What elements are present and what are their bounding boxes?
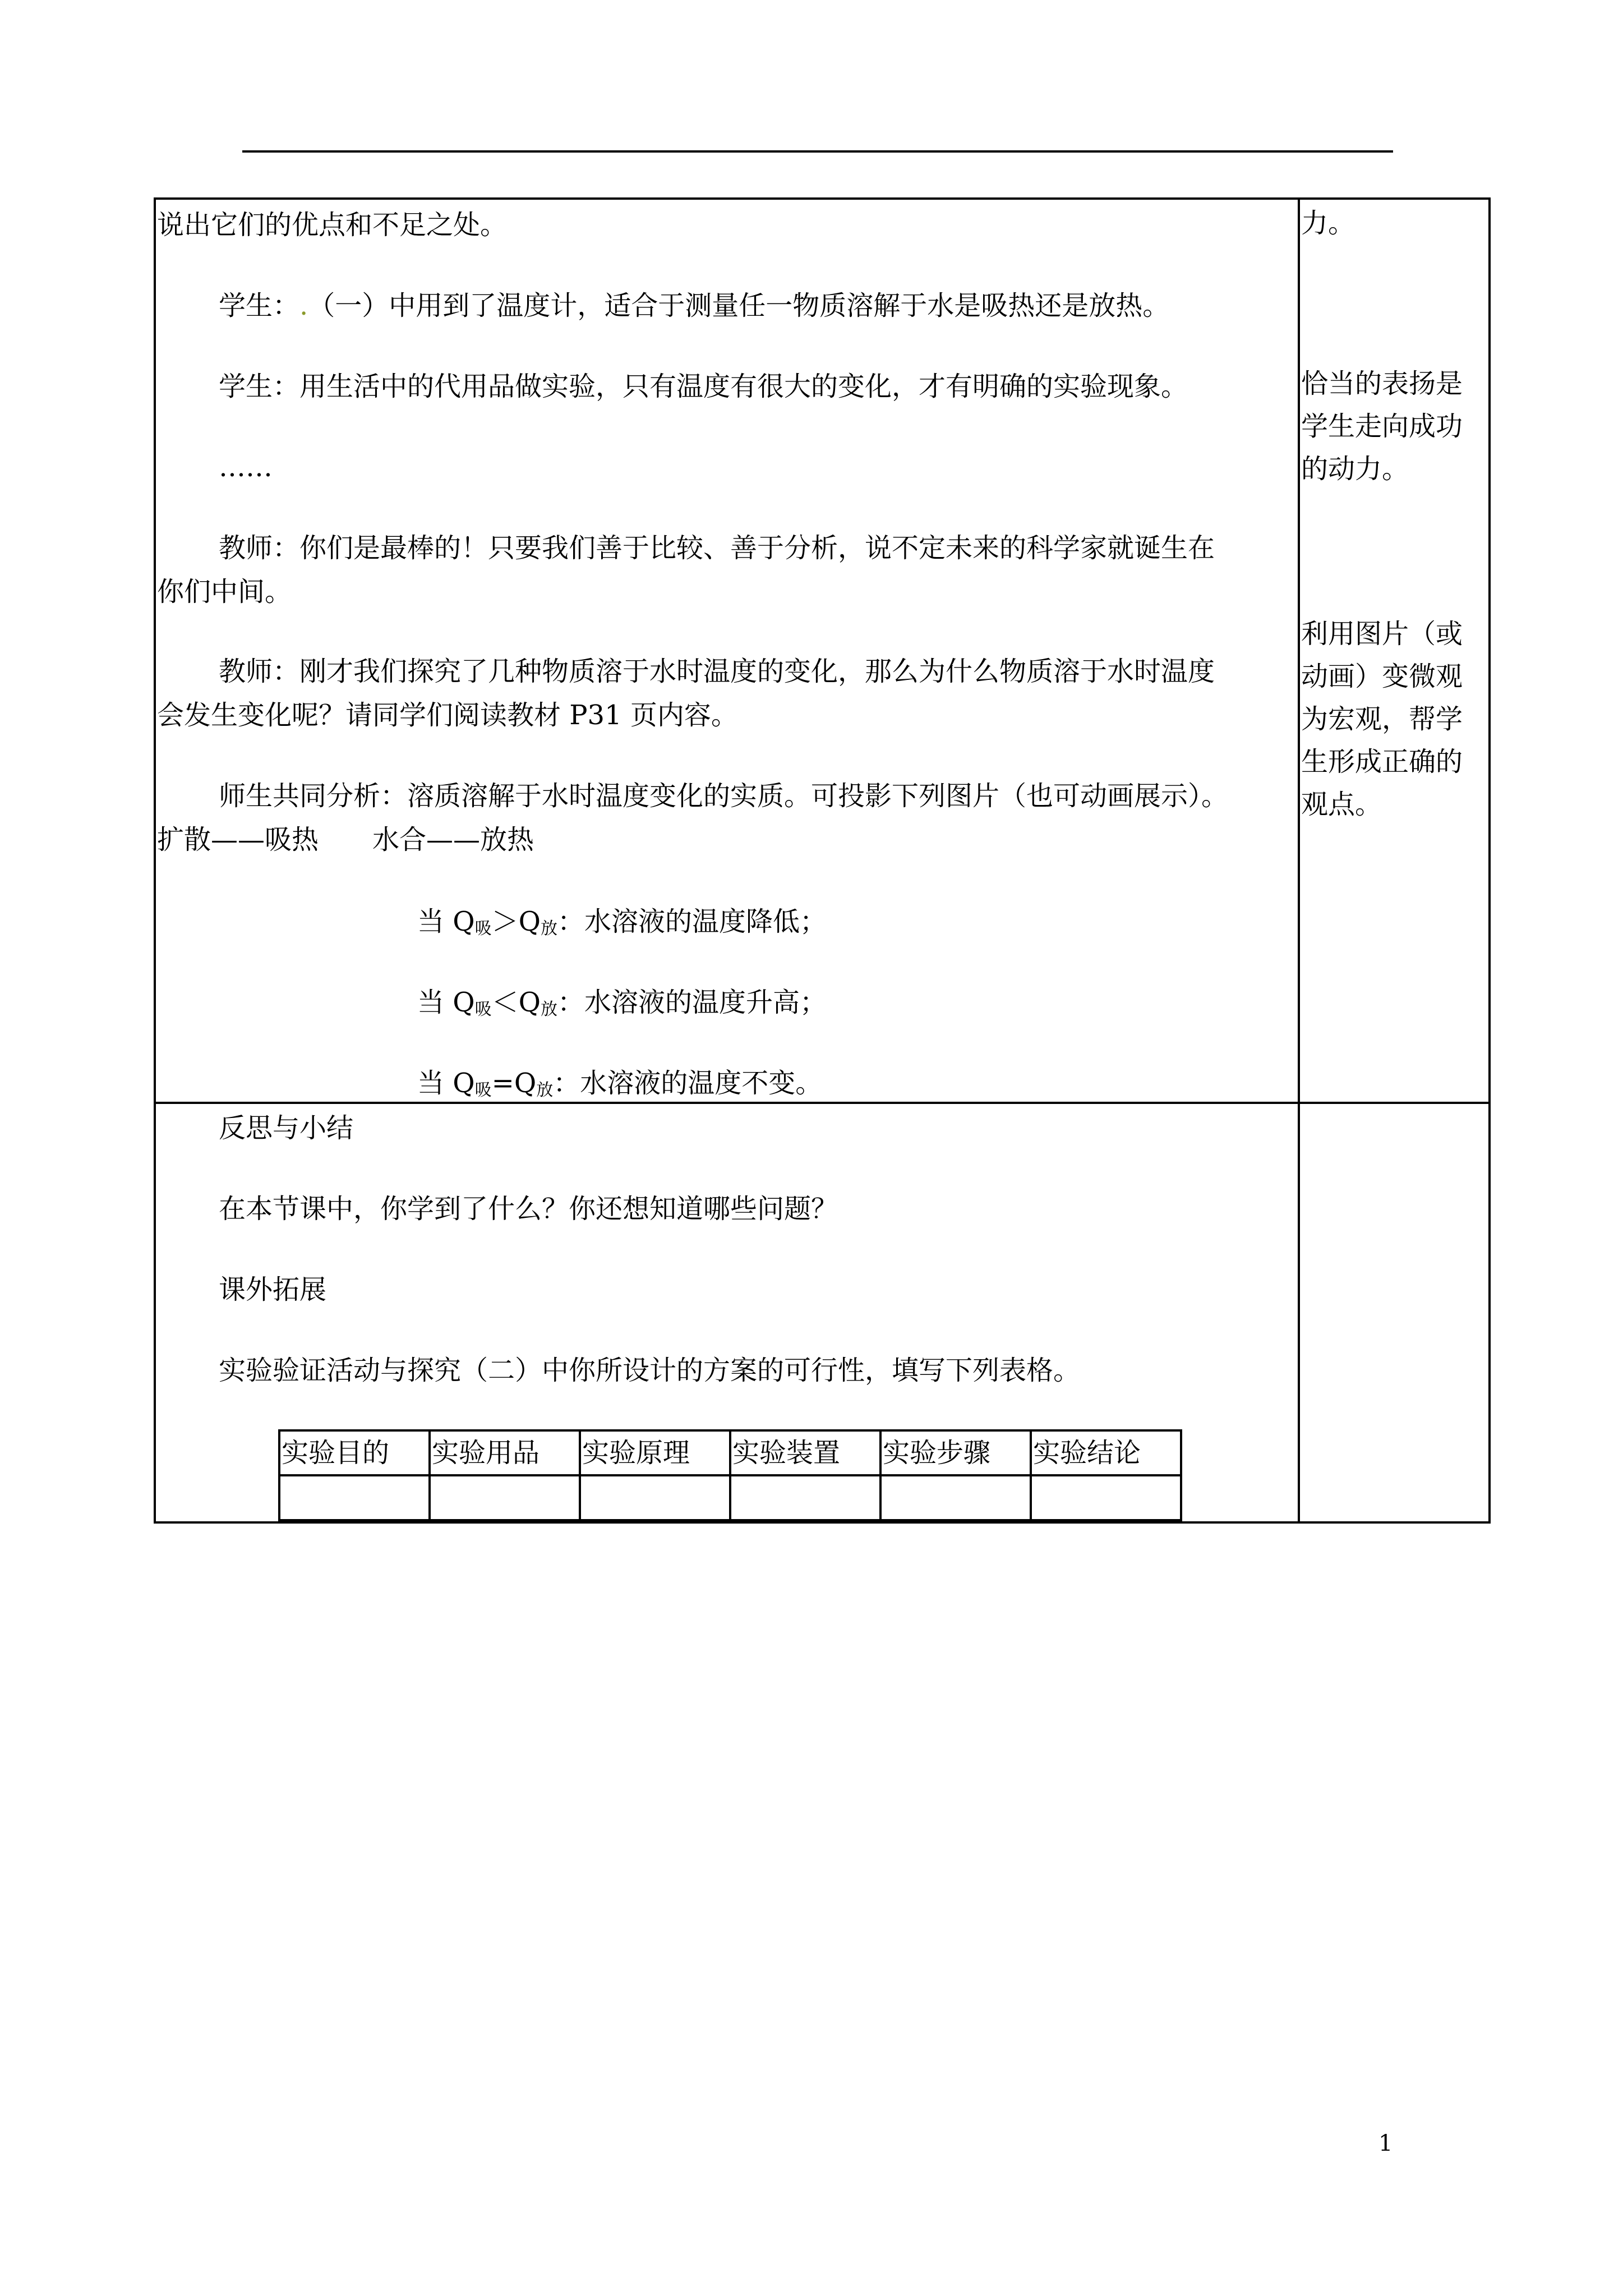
empty-cell	[880, 1475, 1031, 1520]
empty-cell	[430, 1475, 580, 1520]
teacher-question-line2: 会发生变化呢？请同学们阅读教材 P31 页内容。	[157, 700, 738, 731]
header-steps: 实验步骤	[880, 1430, 1031, 1475]
empty-cell	[580, 1475, 730, 1520]
heat-case-equal: 当 $Q_吸=Q_放$：水溶液的温度不变。	[417, 1068, 823, 1100]
student-reply-1: 学生：.（一）中用到了温度计，适合于测量任一物质溶解于水是吸热还是放热。	[219, 290, 1170, 321]
teacher-question-line1: 教师：刚才我们探究了几种物质溶于水时温度的变化，那么为什么物质溶于水时温度	[219, 656, 1215, 687]
design-intent-cell	[1299, 199, 1490, 1103]
ellipsis: ……	[219, 452, 273, 483]
header-rule	[242, 150, 1393, 153]
joint-analysis-line1: 师生共同分析：溶质溶解于水时温度变化的实质。可投影下列图片（也可动画展示）。	[219, 780, 1229, 812]
student-reply-2: 学生：用生活中的代用品做实验，只有温度有很大的变化，才有明确的实验现象。	[219, 371, 1188, 402]
text-line-advantages: 说出它们的优点和不足之处。	[157, 209, 508, 241]
extension-task: 实验验证活动与探究（二）中你所设计的方案的可行性，填写下列表格。	[219, 1355, 1081, 1386]
reflection-question: 在本节课中，你学到了什么？你还想知道哪些问题？	[219, 1193, 838, 1225]
lesson-table	[154, 197, 1491, 1524]
header-apparatus: 实验装置	[730, 1430, 880, 1475]
intent-note-3: 利用图片（或 动画）变微观 为宏观，帮学 生形成正确的 观点。	[1301, 618, 1463, 820]
heading-extension: 课外拓展	[219, 1274, 327, 1305]
teacher-praise-line2: 你们中间。	[157, 576, 292, 608]
empty-cell	[1031, 1475, 1181, 1520]
teacher-praise-line1: 教师：你们是最棒的！只要我们善于比较、善于分析，说不定未来的科学家就诞生在	[219, 532, 1215, 564]
header-materials: 实验用品	[430, 1430, 580, 1475]
summary-intent-cell	[1299, 1103, 1490, 1522]
header-purpose: 实验目的	[279, 1430, 430, 1475]
heading-reflection: 反思与小结	[219, 1112, 354, 1144]
experiment-table	[278, 1429, 1182, 1521]
experiment-table-header	[279, 1430, 1181, 1475]
experiment-table-empty-row	[279, 1475, 1181, 1520]
empty-cell	[279, 1475, 430, 1520]
empty-cell	[730, 1475, 880, 1520]
header-conclusion: 实验结论	[1031, 1430, 1181, 1475]
heat-case-absorb-greater: 当 $Q_吸>Q_放$：水溶液的温度降低；	[417, 906, 827, 938]
lesson-row-process	[155, 199, 1490, 1103]
summary-cell	[155, 1103, 1299, 1522]
joint-analysis-line2: 扩散——吸热 水合——放热	[157, 824, 534, 855]
intent-note-1: 力。	[1301, 208, 1355, 239]
intent-note-2: 恰当的表扬是 学生走向成功 的动力。	[1301, 368, 1463, 485]
page-number: 1	[1378, 2131, 1393, 2156]
heat-case-absorb-less: 当 $Q_吸<Q_放$：水溶液的温度升高；	[417, 987, 827, 1019]
header-principle: 实验原理	[580, 1430, 730, 1475]
process-cell	[155, 199, 1299, 1103]
lesson-row-summary	[155, 1103, 1490, 1522]
